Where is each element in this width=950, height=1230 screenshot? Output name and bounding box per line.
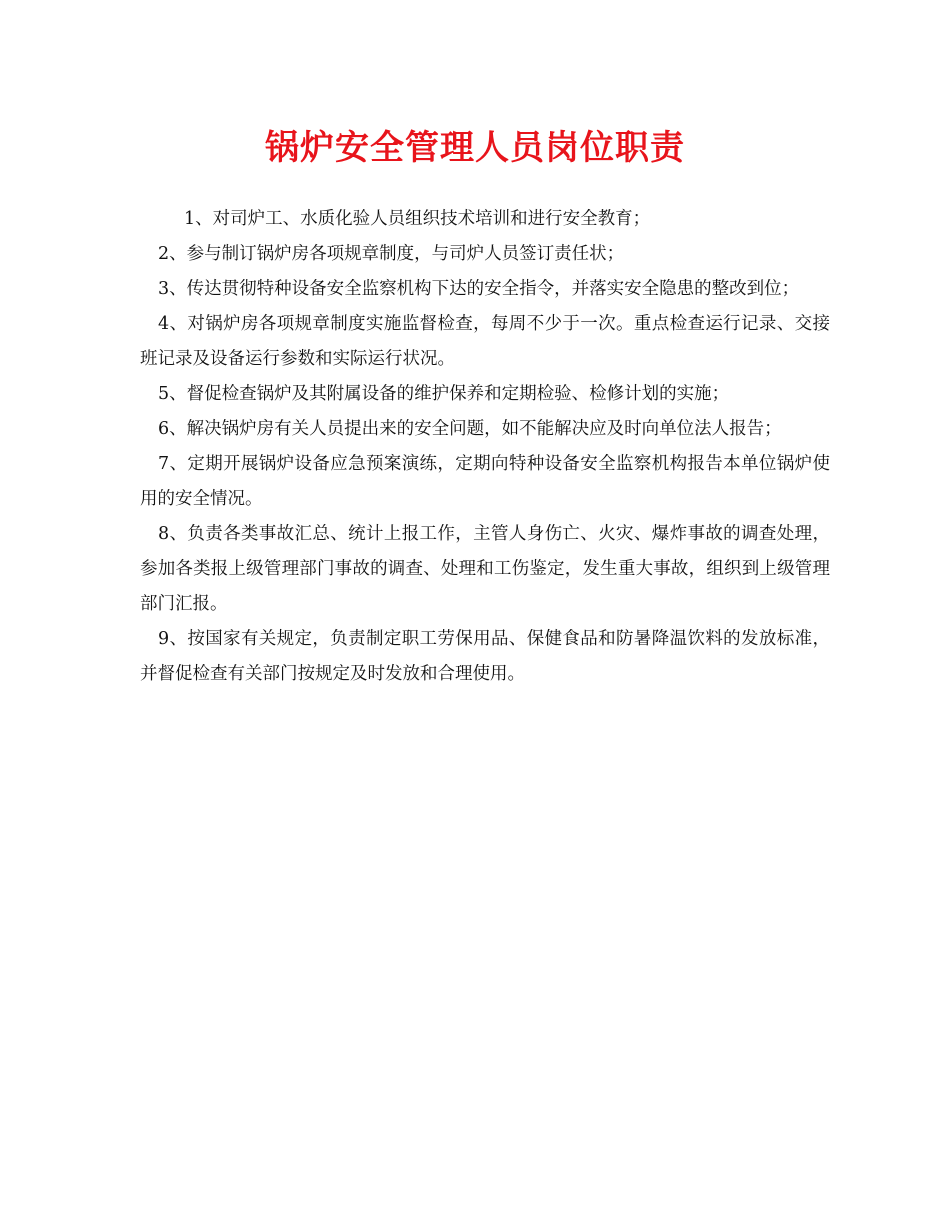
duty-item-6: 6、解决锅炉房有关人员提出来的安全问题，如不能解决应及时向单位法人报告；: [158, 419, 782, 439]
duty-item-8: 8、负责各类事故汇总、统计上报工作，主管人身伤亡、火灾、爆炸事故的调查处理，参加各类报上级管理部门事故的调查、处理和工伤鉴定，发生重大事故，组织到上级管理部门汇报。: [140, 524, 830, 614]
duty-item-3: 3、传达贯彻特种设备安全监察机构下达的安全指令，并落实安全隐患的整改到位；: [158, 279, 800, 299]
document-title: 锅炉安全管理人员岗位职责: [265, 128, 685, 168]
duty-item-4: 4、对锅炉房各项规章制度实施监督检查，每周不少于一次。重点检查运行记录、交接班记录及设备运行参数和实际运行状况。: [140, 314, 830, 369]
duty-item-1: 1、对司炉工、水质化验人员组织技术培训和进行安全教育；: [184, 209, 651, 229]
document-body: [140, 202, 830, 692]
duty-item-2: 2、参与制订锅炉房各项规章制度，与司炉人员签订责任状；: [158, 244, 625, 264]
duty-item-5: 5、督促检查锅炉及其附属设备的维护保养和定期检验、检修计划的实施；: [158, 384, 730, 404]
duty-item-7: 7、定期开展锅炉设备应急预案演练，定期向特种设备安全监察机构报告本单位锅炉使用的安全情况。: [140, 454, 830, 509]
duty-item-9: 9、按国家有关规定，负责制定职工劳保用品、保健食品和防暑降温饮料的发放标准，并督促检查有关部门按规定及时发放和合理使用。: [140, 629, 830, 684]
